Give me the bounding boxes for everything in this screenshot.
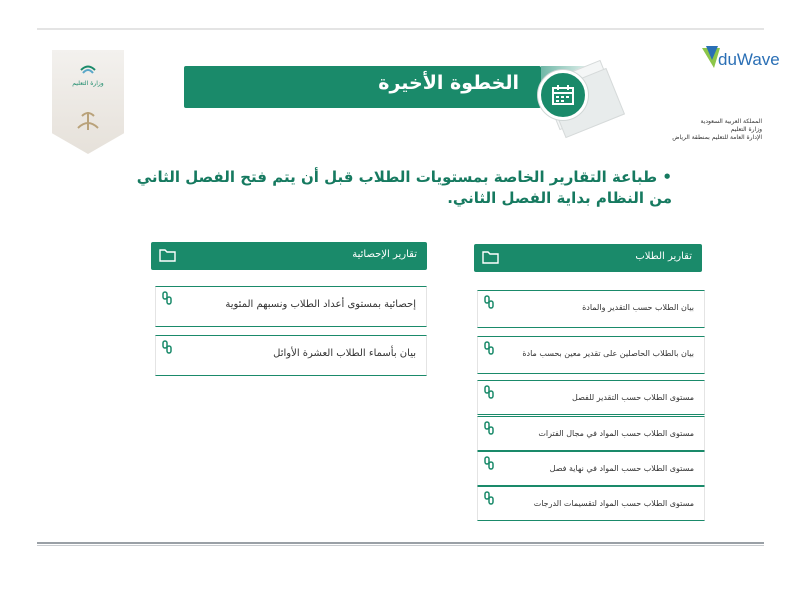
eduwave-brand-text: duWave (718, 50, 780, 69)
report-link-label: بيان بأسماء الطلاب العشرة الأوائل (273, 348, 416, 359)
link-icon (484, 295, 494, 309)
report-link-label: مستوى الطلاب حسب المواد لتقسيمات الدرجات (533, 499, 694, 508)
report-link[interactable] (477, 290, 705, 328)
link-icon (162, 291, 172, 305)
org-line: الإدارة العامة للتعليم بمنطقة الرياض (672, 134, 762, 141)
link-icon (484, 421, 494, 435)
panel-title: تقارير الإحصائية (352, 249, 417, 260)
panel-title: تقارير الطلاب (635, 251, 692, 262)
ministry-logo-text: وزارة التعليم (72, 80, 104, 87)
organization-lines (642, 118, 762, 142)
slide-bottom-divider-secondary (37, 545, 764, 546)
org-line: المملكة العربية السعودية (700, 118, 762, 125)
report-link-label: مستوى الطلاب حسب المواد في مجال الفترات (538, 429, 694, 438)
palm-swords-emblem-icon (74, 110, 102, 132)
report-link-label: مستوى الطلاب حسب التقدير للفصل (572, 393, 694, 402)
step-title-ribbon (184, 66, 541, 108)
folder-icon (482, 250, 499, 264)
report-link-label: بيان الطلاب حسب التقدير والمادة (582, 303, 694, 312)
page-title: الخطوة الأخيرة (378, 72, 519, 94)
instruction-line-1: • طباعة التقارير الخاصة بمستويات الطلاب قبل أن يتم فتح الفصل الثاني (136, 168, 672, 186)
report-link[interactable] (477, 486, 705, 521)
link-icon (484, 491, 494, 505)
ministry-logo (52, 50, 124, 154)
statistical-reports-header[interactable] (151, 242, 427, 270)
report-link-label: إحصائية بمستوى أعداد الطلاب ونسبهم المئوية (225, 299, 416, 310)
report-link-label: مستوى الطلاب حسب المواد في نهاية فصل (549, 464, 694, 473)
link-icon (484, 341, 494, 355)
instruction-line-2: من النظام بداية الفصل الثاني. (447, 189, 672, 207)
slide-bottom-divider (37, 542, 764, 544)
ministry-book-icon (80, 58, 96, 76)
report-link[interactable] (477, 336, 705, 374)
instruction-bullet (112, 167, 672, 209)
calendar-icon (538, 70, 588, 120)
student-reports-header[interactable] (474, 244, 702, 272)
report-link[interactable] (155, 286, 427, 327)
report-link[interactable] (477, 451, 705, 486)
report-link[interactable] (477, 416, 705, 451)
report-link[interactable] (155, 335, 427, 376)
folder-icon (159, 248, 176, 262)
link-icon (484, 385, 494, 399)
link-icon (484, 456, 494, 470)
eduwave-logo (700, 44, 780, 80)
link-icon (162, 340, 172, 354)
report-link[interactable] (477, 380, 705, 415)
org-line: وزارة التعليم (730, 126, 762, 133)
report-link-label: بيان بالطلاب الحاصلين على تقدير معين بحسب مادة (522, 349, 694, 358)
calendar-graphic (530, 58, 620, 128)
